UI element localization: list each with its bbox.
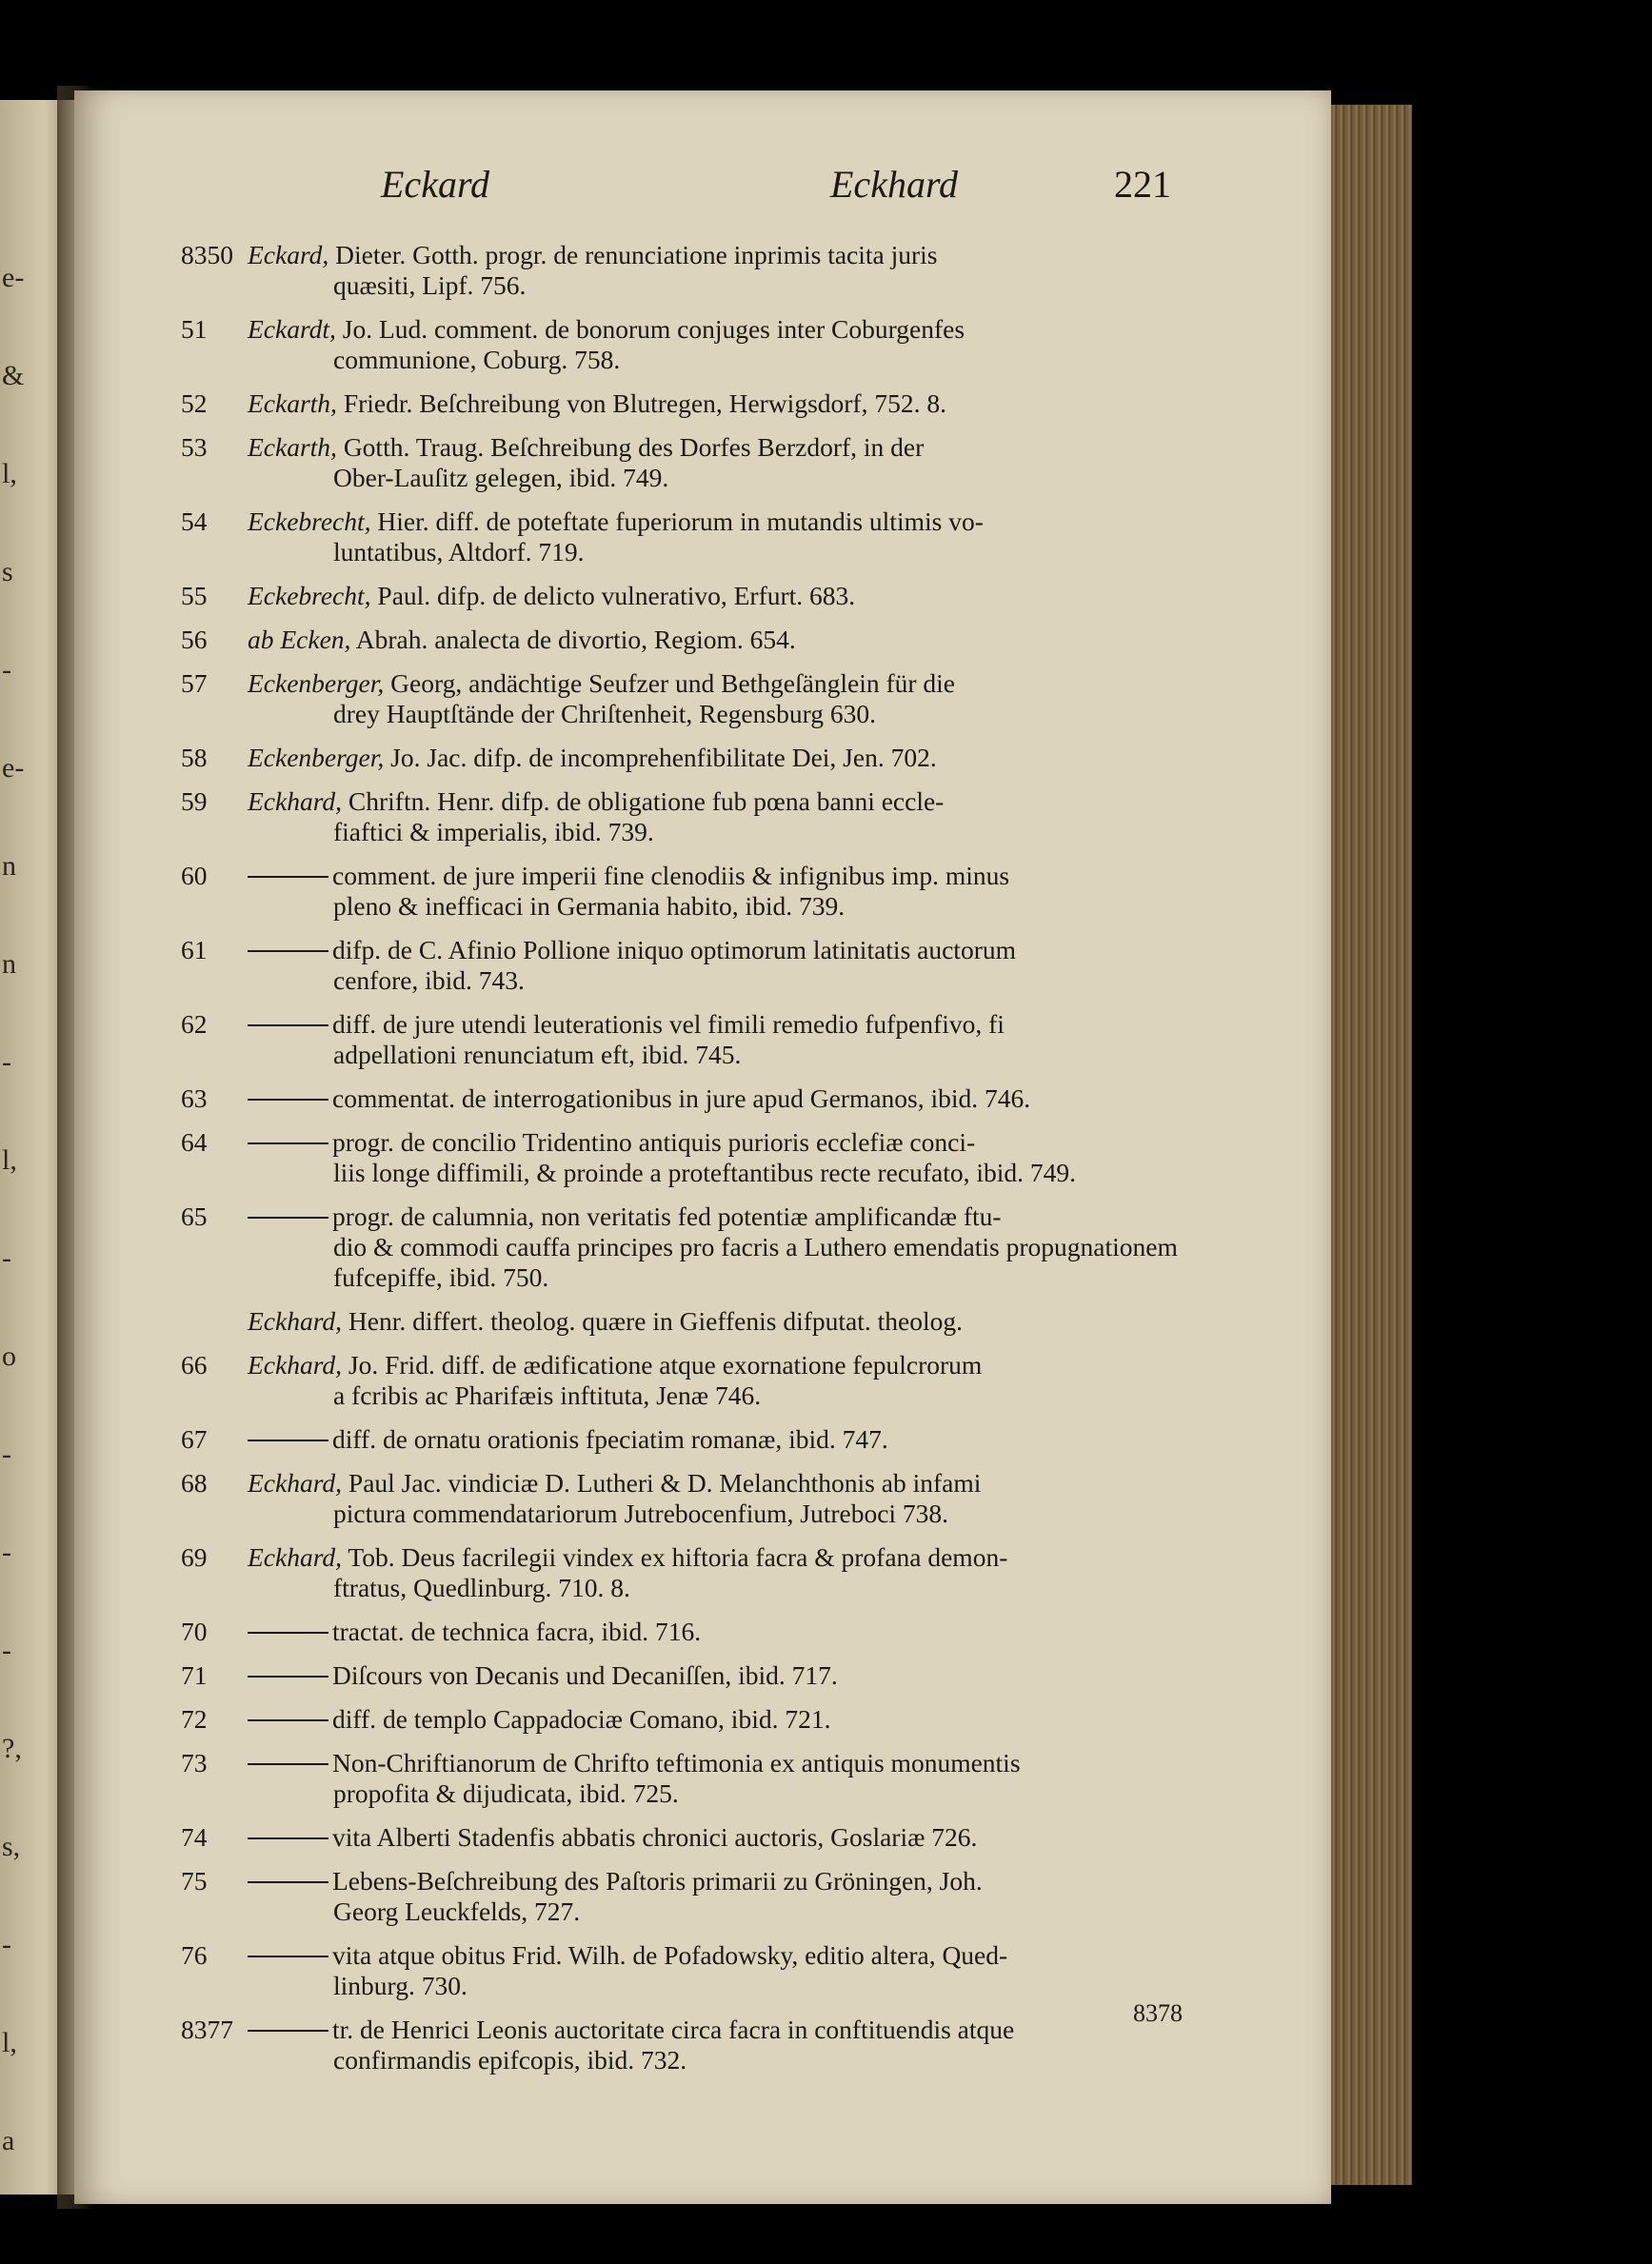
author-name: Eckardt, (248, 314, 336, 344)
entry-number: 67 (181, 1424, 208, 1454)
entry-number: 63 (181, 1083, 208, 1113)
author-name: Eckhard, (248, 1306, 343, 1336)
entry-number: 76 (181, 1940, 208, 1970)
entry-number: 8350 (181, 240, 233, 269)
entry-number: 8377 (181, 2015, 233, 2044)
entry-first-line (248, 786, 1238, 817)
entry-text: comment. de jure imperii fine clenodiis & infignibus imp. minus (332, 861, 1010, 890)
entry-first-line (248, 743, 1238, 773)
entry-first-line (248, 1424, 1238, 1455)
left-page-fragment: - (2, 654, 11, 685)
entry-number: 51 (181, 314, 208, 344)
entry-number: 55 (181, 581, 208, 610)
entry-number: 69 (181, 1542, 208, 1572)
left-page-fragment: l, (2, 2027, 17, 2058)
left-page-fragment: e- (2, 262, 25, 293)
entry-text: Dieter. Gotth. progr. de renunciatione inprimis tacita juris (335, 240, 938, 269)
entry-number: 64 (181, 1127, 208, 1157)
entry-continuation: quæsiti, Lipf. 756. (333, 270, 527, 300)
entry-first-line (248, 861, 1238, 891)
entry-first-line (248, 1617, 1238, 1647)
entry-continuation: communione, Coburg. 758. (333, 345, 621, 374)
bibliography-entry (181, 506, 1238, 567)
ditto-dash (248, 1676, 328, 1678)
entry-text: Lebens-Beſchreibung des Paſtoris primarii zu Gröningen, Joh. (332, 1866, 983, 1896)
ditto-dash (248, 1142, 328, 1144)
author-name: Eckhard, (248, 786, 343, 816)
entry-continuation: Georg Leuckfelds, 727. (333, 1897, 581, 1926)
left-page-fragment: e- (2, 752, 25, 784)
bibliography-entry (181, 1083, 1238, 1114)
entry-text: Diſcours von Decanis und Decaniſſen, ibid. 717. (332, 1660, 838, 1690)
bibliography-entry (181, 1822, 1238, 1853)
bibliography-entry (181, 1009, 1238, 1070)
ditto-dash (248, 1024, 328, 1026)
page-edges (1331, 105, 1412, 2185)
header-center: Eckhard (830, 163, 959, 206)
entry-first-line (248, 1660, 1238, 1691)
entry-text: progr. de calumnia, non veritatis fed potentiæ amplificandæ ftu- (332, 1202, 1002, 1231)
entry-continuation: cenfore, ibid. 743. (333, 965, 525, 995)
entry-continuation: adpellationi renunciatum eft, ibid. 745. (333, 1040, 742, 1069)
entry-number: 54 (181, 506, 208, 536)
bibliography-entry (181, 240, 1238, 301)
ditto-dash (248, 1217, 328, 1219)
entry-first-line (248, 625, 1238, 655)
bibliography-entry (181, 861, 1238, 922)
entry-text: Gotth. Traug. Beſchreibung des Dorfes Berzdorf, in der (343, 432, 925, 462)
bibliography-entry (181, 581, 1238, 611)
entry-first-line (248, 2015, 1238, 2045)
ditto-dash (248, 1440, 328, 1441)
entry-number: 73 (181, 1748, 208, 1777)
entry-first-line (248, 388, 1238, 419)
entry-text: difp. de C. Afinio Pollione iniquo optimorum latinitatis auctorum (332, 935, 1016, 964)
entry-text: tractat. de technica facra, ibid. 716. (332, 1617, 702, 1646)
entry-continuation: fiaftici & imperialis, ibid. 739. (333, 817, 654, 846)
author-name: Eckenberger, (248, 668, 385, 698)
entry-number: 56 (181, 625, 208, 654)
entry-continuation: drey Hauptſtände der Chriſtenheit, Regensburg 630. (333, 699, 876, 728)
ditto-dash (248, 2030, 328, 2032)
bibliography-entry (181, 1306, 1238, 1337)
author-name: ab Ecken, (248, 625, 351, 654)
author-name: Eckhard, (248, 1350, 343, 1380)
entry-text: Paul. difp. de delicto vulnerativo, Erfurt. 683. (377, 581, 856, 610)
entry-number: 61 (181, 935, 208, 964)
header-left: Eckard (381, 163, 490, 206)
entry-number: 75 (181, 1866, 208, 1896)
entry-first-line (248, 1350, 1238, 1380)
left-page-fragment: - (2, 1439, 11, 1470)
entry-first-line (248, 1083, 1238, 1114)
author-name: Eckhard, (248, 1542, 343, 1572)
entry-continuation: confirmandis epifcopis, ibid. 732. (333, 2045, 687, 2075)
entry-text: Jo. Lud. comment. de bonorum conjuges inter Coburgenfes (342, 314, 965, 344)
entry-text: Jo. Jac. difp. de incomprehenfibilitate Dei, Jen. 702. (390, 743, 937, 772)
bibliography-entry (181, 1660, 1238, 1691)
catchword: 8378 (1133, 1999, 1183, 2027)
ditto-dash (248, 1881, 328, 1883)
left-page-fragment: - (2, 1242, 11, 1274)
entry-text: Friedr. Beſchreibung von Blutregen, Herwigsdorf, 752. 8. (343, 388, 946, 418)
left-page-fragment: n (2, 850, 16, 882)
entry-number: 72 (181, 1704, 208, 1734)
entry-number: 66 (181, 1350, 208, 1380)
entry-text: Georg, andächtige Seufzer und Bethgeſänglein für die (390, 668, 955, 698)
entry-text: Abrah. analecta de divortio, Regiom. 654. (355, 625, 796, 654)
entry-text: Paul Jac. vindiciæ D. Lutheri & D. Melanchthonis ab infami (348, 1468, 982, 1498)
ditto-dash (248, 1099, 328, 1101)
entry-first-line (248, 1940, 1238, 1971)
entry-continuation: pictura commendatariorum Jutrebocenfium, Jutreboci 738. (333, 1499, 949, 1528)
entry-number: 57 (181, 668, 208, 698)
left-page-fragment: ?, (2, 1733, 22, 1764)
ditto-dash (248, 1632, 328, 1634)
author-name: Eckenberger, (248, 743, 385, 772)
bibliography-entry (181, 1704, 1238, 1735)
bibliography-entry (181, 1748, 1238, 1809)
entry-first-line (248, 935, 1238, 965)
bibliography-entry (181, 1468, 1238, 1529)
entry-text: Hier. diff. de poteftate fuperiorum in mutandis ultimis vo- (377, 506, 984, 536)
author-name: Eckarth, (248, 388, 337, 418)
entry-first-line (248, 1127, 1238, 1158)
ditto-dash (248, 1763, 328, 1765)
entry-number: 53 (181, 432, 208, 462)
left-page-fragment: o (2, 1341, 16, 1372)
bibliography-entry (181, 743, 1238, 773)
entry-first-line (248, 1202, 1238, 1232)
author-name: Eckarth, (248, 432, 337, 462)
entry-first-line (248, 1866, 1238, 1897)
entry-continuation: linburg. 730. (333, 1971, 468, 2000)
entry-number: 59 (181, 786, 208, 816)
entry-text: tr. de Henrici Leonis auctoritate circa facra in conftituendis atque (332, 2015, 1015, 2044)
bibliography-entry (181, 625, 1238, 655)
left-page-fragment: s (2, 556, 13, 587)
author-name: Eckebrecht, (248, 506, 371, 536)
entry-text: commentat. de interrogationibus in jure apud Germanos, ibid. 746. (332, 1083, 1031, 1113)
entry-first-line (248, 1009, 1238, 1040)
bibliography-entry (181, 1542, 1238, 1603)
ditto-dash (248, 876, 328, 878)
left-page-fragment: - (2, 1537, 11, 1568)
left-page-fragment: n (2, 948, 16, 980)
entry-text: diff. de templo Cappadociæ Comano, ibid. 721. (332, 1704, 831, 1734)
ditto-dash (248, 950, 328, 952)
left-page-fragment: - (2, 1635, 11, 1666)
entry-number: 58 (181, 743, 208, 772)
entry-first-line (248, 1542, 1238, 1573)
entry-first-line (248, 432, 1238, 463)
left-page-fragment: a (2, 2125, 15, 2156)
entry-text: Henr. differt. theolog. quære in Gieffenis difputat. theolog. (348, 1306, 964, 1336)
bibliography-entry (181, 786, 1238, 847)
entry-text: progr. de concilio Tridentino antiquis purioris ecclefiæ conci- (332, 1127, 976, 1157)
entry-text: Tob. Deus facrilegii vindex ex hiftoria facra & profana demon- (348, 1542, 1008, 1572)
left-page-fragment: & (2, 360, 25, 391)
page-number: 221 (1114, 163, 1171, 206)
entry-text: diff. de jure utendi leuterationis vel fimili remedio fufpenfivo, fi (332, 1009, 1005, 1039)
ditto-dash (248, 1837, 328, 1839)
left-page-fragment: l, (2, 1144, 17, 1176)
entry-continuation: ftratus, Quedlinburg. 710. 8. (333, 1573, 630, 1602)
author-name: Eckhard, (248, 1468, 343, 1498)
entry-text: diff. de ornatu orationis fpeciatim romanæ, ibid. 747. (332, 1424, 888, 1454)
entry-first-line (248, 1748, 1238, 1778)
bibliography-entry (181, 1424, 1238, 1455)
entry-first-line (248, 1468, 1238, 1499)
entry-text: Chriftn. Henr. difp. de obligatione fub pœna banni eccle- (348, 786, 945, 816)
entry-number: 65 (181, 1202, 208, 1231)
running-header (0, 162, 1652, 219)
bibliography-entry (181, 1202, 1238, 1293)
ditto-dash (248, 1956, 328, 1957)
entry-first-line (248, 314, 1238, 345)
left-page-fragment: - (2, 1046, 11, 1078)
entry-first-line (248, 506, 1238, 537)
entry-number: 71 (181, 1660, 208, 1690)
bibliography-entry (181, 388, 1238, 419)
entry-continuation: luntatibus, Altdorf. 719. (333, 537, 585, 566)
entry-number: 74 (181, 1822, 208, 1852)
entry-continuation: a fcribis ac Pharifæis inftituta, Jenæ 746. (333, 1380, 762, 1410)
bibliography-entry (181, 668, 1238, 729)
ditto-dash (248, 1719, 328, 1721)
entry-text: vita atque obitus Frid. Wilh. de Pofadowsky, editio altera, Qued- (332, 1940, 1008, 1970)
entry-continuation: dio & commodi cauffa principes pro facris a Luthero emendatis propugnationem fufcepiffe, ibid. 750. (333, 1232, 1178, 1292)
entry-first-line (248, 581, 1238, 611)
bibliography-entry (181, 432, 1238, 493)
entry-first-line (248, 1306, 1238, 1337)
entry-number: 62 (181, 1009, 208, 1039)
entry-number: 60 (181, 861, 208, 890)
entry-number: 68 (181, 1468, 208, 1498)
entry-number: 70 (181, 1617, 208, 1646)
entry-first-line (248, 668, 1238, 699)
entry-number: 52 (181, 388, 208, 418)
author-name: Eckebrecht, (248, 581, 371, 610)
bibliography-entry (181, 1940, 1238, 2001)
bibliography-entry (181, 935, 1238, 996)
bibliography-entry (181, 1127, 1238, 1188)
entry-text: Non-Chriftianorum de Chrifto teftimonia ex antiquis monumentis (332, 1748, 1021, 1777)
left-page-fragment: s, (2, 1831, 21, 1862)
author-name: Eckard, (248, 240, 329, 269)
bibliography-entry (181, 1866, 1238, 1927)
entry-first-line (248, 240, 1238, 270)
bibliography-entry (181, 314, 1238, 375)
bibliography-entry (181, 1617, 1238, 1647)
entry-first-line (248, 1822, 1238, 1853)
left-page-fragment: l, (2, 458, 17, 489)
entry-continuation: liis longe diffimili, & proinde a proteftantibus recte recufato, ibid. 749. (333, 1158, 1076, 1187)
entry-text: Jo. Frid. diff. de ædificatione atque exornatione fepulcrorum (348, 1350, 983, 1380)
entry-continuation: pleno & inefficaci in Germania habito, ibid. 739. (333, 891, 846, 921)
left-page-fragment: - (2, 1929, 11, 1960)
bibliography-entries (181, 240, 1238, 2089)
entry-continuation: propofita & dijudicata, ibid. 725. (333, 1778, 679, 1808)
entry-text: vita Alberti Stadenfis abbatis chronici auctoris, Goslariæ 726. (332, 1822, 978, 1852)
entry-first-line (248, 1704, 1238, 1735)
bibliography-entry (181, 1350, 1238, 1411)
bibliography-entry (181, 2015, 1238, 2075)
entry-continuation: Ober-Lauſitz gelegen, ibid. 749. (333, 463, 669, 492)
